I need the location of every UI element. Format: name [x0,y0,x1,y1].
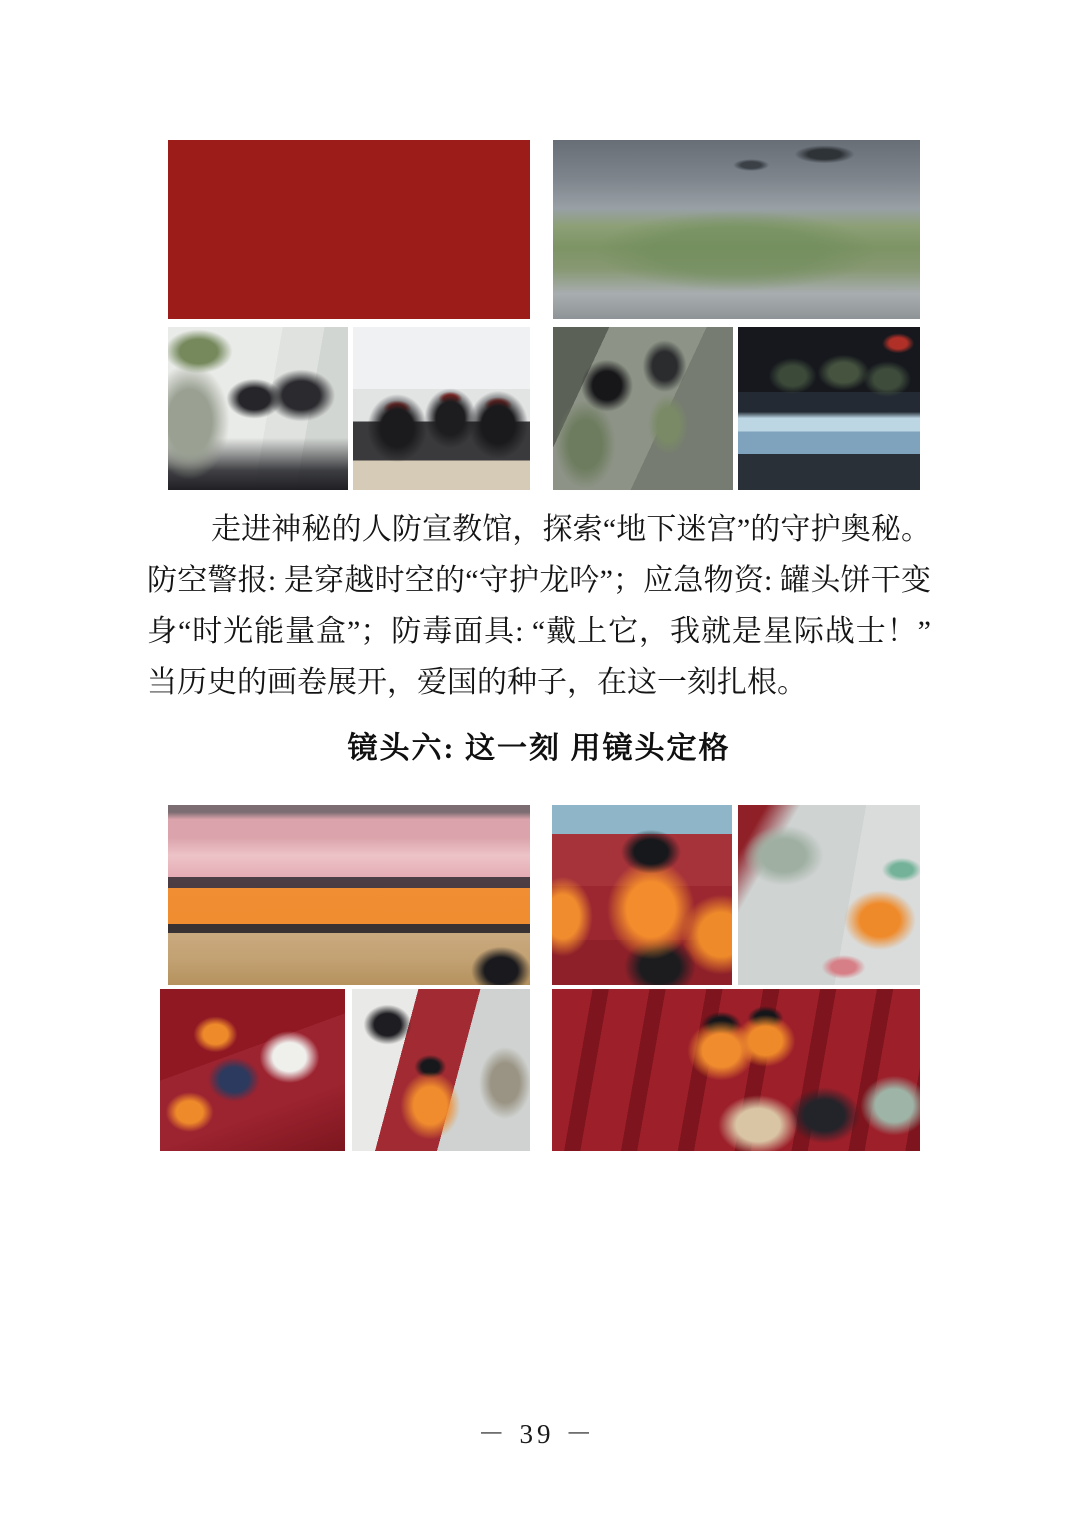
photo-audience-wide [552,989,920,1151]
photo-collage-bottom [168,805,920,1151]
photo-shoulder-massage [552,805,732,985]
photo-foot-washing [738,805,920,985]
photo-calligraphy-classroom [168,140,530,319]
page-number: － 39 － [477,1419,597,1449]
photo-face-painting [168,327,348,490]
photo-audience-2 [352,989,530,1151]
photo-group-salute [553,140,920,319]
section-heading: 镜头六: 这一刻 用镜头定格 [347,732,731,765]
photo-hanfu-students [353,327,530,490]
photo-audience-1 [160,989,345,1151]
photo-model-exhibit [738,327,920,490]
photo-stage-salute [168,805,530,985]
body-paragraph: 走进神秘的人防宣教馆，探索“地下迷宫”的守护奥秘。防空警报: 是穿越时空的“守护龙吟”；应急物资: 罐头饼干变身“时光能量盒”；防毒面具: “戴上它，我就是星际战士！”当历史的画卷展开，爱国的种子，在这一刻扎根。 [147,513,931,699]
photo-alarm-experience [553,327,733,490]
photo-collage-top [168,140,920,490]
